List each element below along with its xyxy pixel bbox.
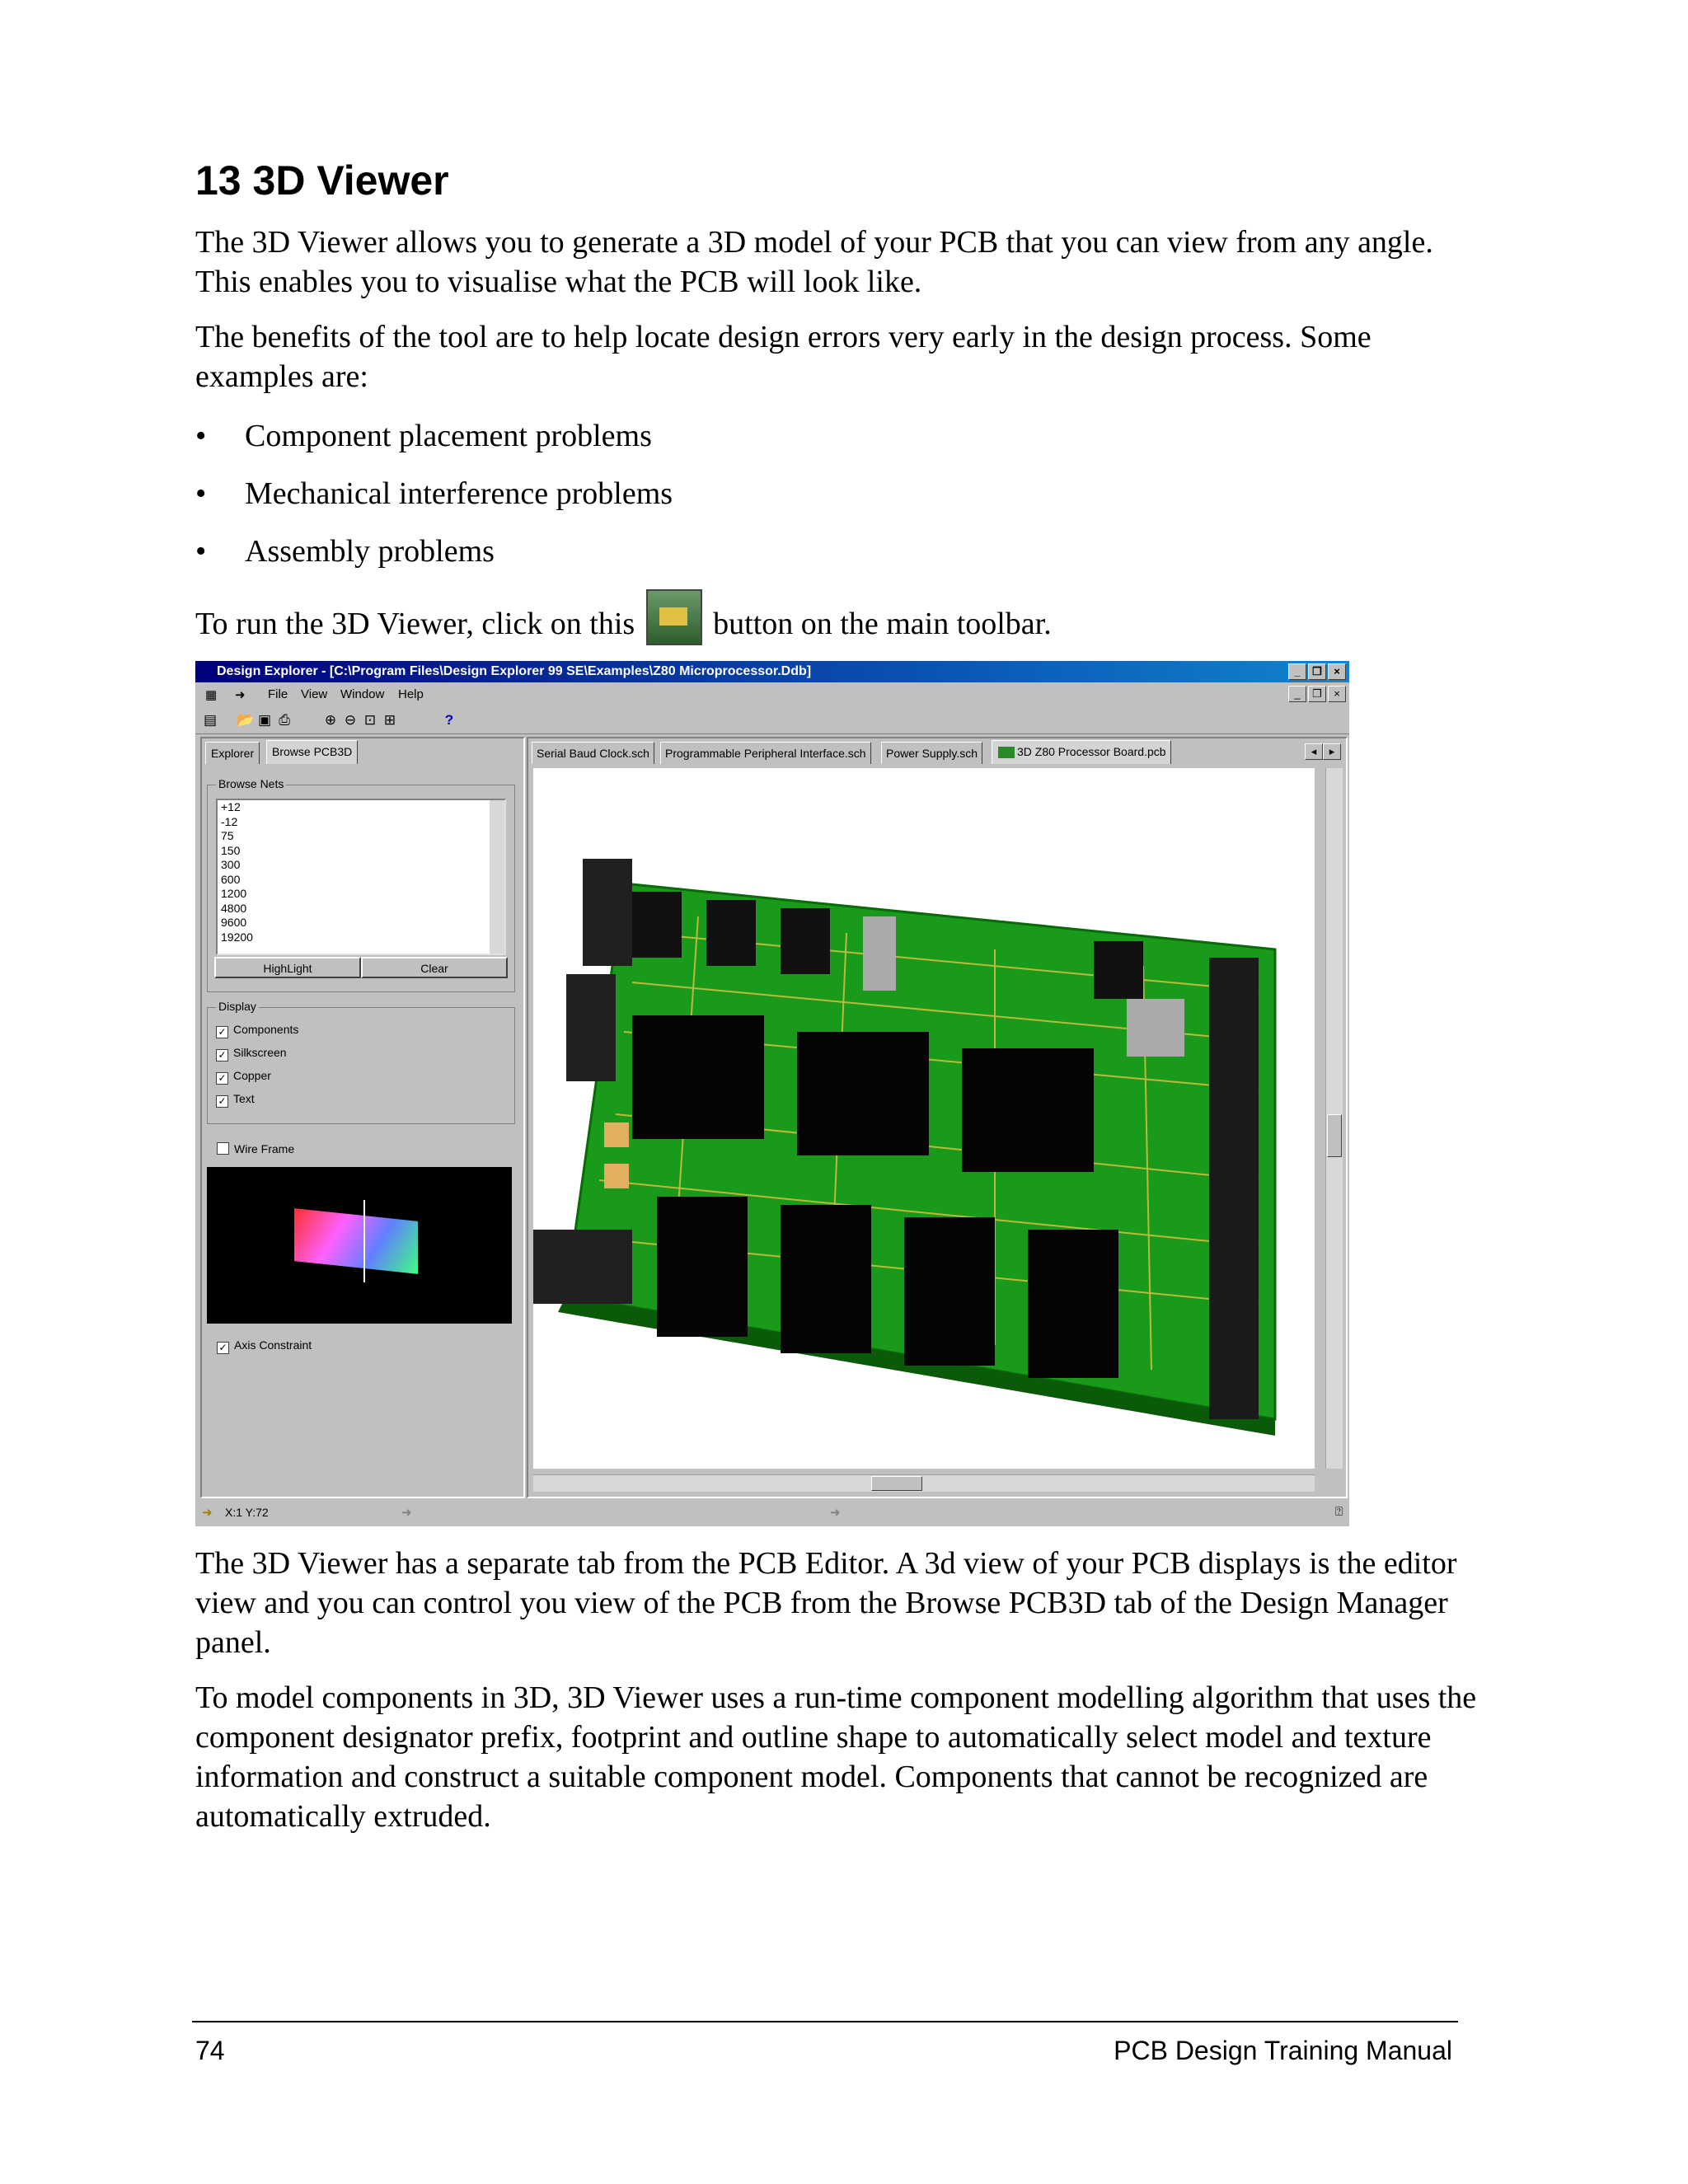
- list-item[interactable]: 9600: [221, 916, 247, 929]
- checkbox-checked-icon: ✓: [216, 1095, 228, 1108]
- components-label: Components: [233, 1023, 299, 1036]
- design-explorer-screenshot: [195, 661, 1349, 1526]
- print-icon[interactable]: ⎙: [279, 712, 290, 728]
- app-logo-icon: ▦: [205, 688, 218, 702]
- vertical-scroll-thumb[interactable]: [1327, 1114, 1342, 1157]
- pcb3d-tab-icon: [998, 747, 1015, 758]
- run-instruction: [195, 589, 1481, 645]
- cursor-coordinates: X:1 Y:72: [225, 1506, 269, 1519]
- menu-view[interactable]: View: [301, 687, 328, 701]
- design-manager-icon[interactable]: ▤: [203, 712, 218, 728]
- close-icon[interactable]: ×: [1328, 663, 1346, 680]
- doc-restore-icon[interactable]: ❐: [1308, 686, 1326, 702]
- main-toolbar: [195, 705, 1349, 734]
- intro-paragraph: The 3D Viewer allows you to generate a 3D model of your PCB that you can view from any angle. This enables you to visualise what the PCB will look like.: [195, 225, 1433, 299]
- restore-icon[interactable]: ❐: [1308, 663, 1326, 680]
- tab-programmable-peripheral[interactable]: Programmable Peripheral Interface.sch: [660, 742, 871, 764]
- status-arrow-icon: ➜: [401, 1506, 412, 1520]
- wire-frame-label: Wire Frame: [234, 1142, 295, 1155]
- window-titlebar: [195, 661, 1349, 682]
- board-preview-shape: [294, 1208, 418, 1274]
- silkscreen-label: Silkscreen: [233, 1046, 287, 1059]
- run-text-before: To run the 3D Viewer, click on this: [195, 607, 635, 641]
- tab-browse-pcb3d[interactable]: Browse PCB3D: [266, 740, 358, 764]
- status-bar: [195, 1500, 1349, 1526]
- viewer-tab-paragraph: The 3D Viewer has a separate tab from the PCB Editor. A 3d view of your PCB displays is the editor view and you can control you view of the PCB from the Browse PCB3D tab of the Design Manager panel.: [195, 1546, 1457, 1660]
- menu-window[interactable]: Window: [340, 687, 385, 701]
- doc-close-icon[interactable]: ×: [1328, 686, 1346, 702]
- window-title: Design Explorer - [C:\Program Files\Design Explorer 99 SE\Examples\Z80 Microprocessor.Ddb]: [217, 664, 812, 678]
- list-item[interactable]: -12: [221, 814, 238, 828]
- manual-title: PCB Design Training Manual: [1114, 2036, 1452, 2065]
- save-icon[interactable]: ▣: [257, 712, 272, 728]
- tab-scroll-left-icon[interactable]: ◂: [1305, 743, 1323, 760]
- list-item[interactable]: 19200: [221, 930, 253, 944]
- menu-bar: [195, 682, 1349, 705]
- copper-label: Copper: [233, 1069, 271, 1082]
- bullet-marker: •: [195, 476, 207, 511]
- browse-nets-group: [207, 777, 515, 992]
- bullet-marker: •: [195, 534, 207, 569]
- checkbox-checked-icon: ✓: [216, 1049, 228, 1062]
- open-folder-icon[interactable]: 📂: [237, 712, 255, 728]
- text-label: Text: [233, 1092, 255, 1105]
- bullet-marker: •: [195, 419, 207, 453]
- doc-minimize-icon[interactable]: _: [1288, 686, 1306, 702]
- orientation-preview[interactable]: [207, 1167, 512, 1324]
- checkbox-checked-icon: ✓: [216, 1072, 228, 1085]
- viewport-vertical-scrollbar[interactable]: [1325, 768, 1343, 1469]
- list-item[interactable]: 150: [221, 843, 241, 857]
- wire-frame-checkbox[interactable]: [217, 1142, 294, 1155]
- rotation-axis: [363, 1200, 365, 1282]
- menu-file[interactable]: File: [268, 687, 288, 701]
- net-list-scrollbar[interactable]: [490, 800, 504, 954]
- list-item[interactable]: 4800: [221, 901, 247, 915]
- silkscreen-checkbox[interactable]: [216, 1046, 287, 1062]
- tab-scroll-right-icon[interactable]: ▸: [1323, 743, 1341, 760]
- zoom-in-icon[interactable]: ⊕: [324, 712, 337, 728]
- checkbox-checked-icon: ✓: [216, 1026, 228, 1038]
- section-heading: 13 3D Viewer: [195, 157, 449, 204]
- tab-3d-z80-processor-board[interactable]: 3D Z80 Processor Board.pcb: [992, 740, 1171, 764]
- copper-checkbox[interactable]: [216, 1069, 271, 1085]
- design-manager-panel: [200, 737, 525, 1498]
- zoom-fit-icon[interactable]: ⊞: [383, 712, 396, 728]
- run-text-after: button on the main toolbar.: [713, 607, 1052, 641]
- document-area: [527, 737, 1348, 1498]
- page-number: 74: [195, 2036, 225, 2065]
- pcb-3d-viewport[interactable]: [533, 768, 1315, 1469]
- help-icon[interactable]: ?: [444, 712, 454, 728]
- net-list[interactable]: [216, 799, 506, 955]
- checkbox-empty-icon: [217, 1142, 229, 1155]
- list-item[interactable]: 75: [221, 829, 234, 842]
- text-checkbox[interactable]: [216, 1092, 255, 1108]
- zoom-area-icon[interactable]: ⊡: [363, 712, 377, 728]
- bullet-text: Mechanical interference problems: [245, 476, 673, 511]
- 3d-viewer-toolbar-icon: [646, 589, 702, 645]
- bullet-text: Component placement problems: [245, 419, 652, 453]
- status-arrow-icon: ➜: [830, 1506, 841, 1520]
- modelling-paragraph: To model components in 3D, 3D Viewer uses a run-time component modelling algorithm that uses the component designator prefix, footprint and outline shape to automatically select model and texture information and construct a suitable component model. Components that cannot be recognized are automatically extruded.: [195, 1680, 1477, 1834]
- tab-explorer[interactable]: Explorer: [205, 742, 260, 764]
- checkbox-checked-icon: ✓: [217, 1342, 229, 1354]
- menu-help[interactable]: Help: [398, 687, 424, 701]
- help-status-icon[interactable]: ⍰: [1334, 1505, 1343, 1519]
- pcb-3d-render: [533, 768, 1315, 1469]
- list-item[interactable]: +12: [221, 800, 241, 813]
- zoom-out-icon[interactable]: ⊖: [344, 712, 357, 728]
- viewport-horizontal-scrollbar[interactable]: [533, 1474, 1315, 1492]
- benefits-paragraph: The benefits of the tool are to help locate design errors very early in the design process. Some examples are:: [195, 320, 1372, 394]
- highlight-button[interactable]: HighLight: [214, 957, 361, 978]
- minimize-icon[interactable]: _: [1288, 663, 1306, 680]
- footer-rule: [192, 2021, 1458, 2022]
- display-label: Display: [216, 1000, 259, 1013]
- horizontal-scroll-thumb[interactable]: [871, 1476, 922, 1491]
- list-item[interactable]: 300: [221, 858, 241, 871]
- browse-nets-label: Browse Nets: [216, 777, 286, 790]
- tab-serial-baud-clock[interactable]: Serial Baud Clock.sch: [532, 742, 654, 764]
- bullet-text: Assembly problems: [245, 534, 495, 569]
- arrow-icon: ➜: [202, 1506, 213, 1520]
- axis-constraint-checkbox[interactable]: [217, 1338, 312, 1354]
- display-group: [207, 1000, 515, 1124]
- list-item[interactable]: 1200: [221, 887, 247, 900]
- components-checkbox[interactable]: [216, 1023, 298, 1038]
- list-item[interactable]: 600: [221, 872, 241, 886]
- back-arrow-icon[interactable]: ➜: [235, 688, 246, 702]
- tab-power-supply[interactable]: Power Supply.sch: [881, 742, 982, 764]
- clear-button[interactable]: Clear: [361, 957, 508, 978]
- axis-constraint-label: Axis Constraint: [234, 1338, 312, 1352]
